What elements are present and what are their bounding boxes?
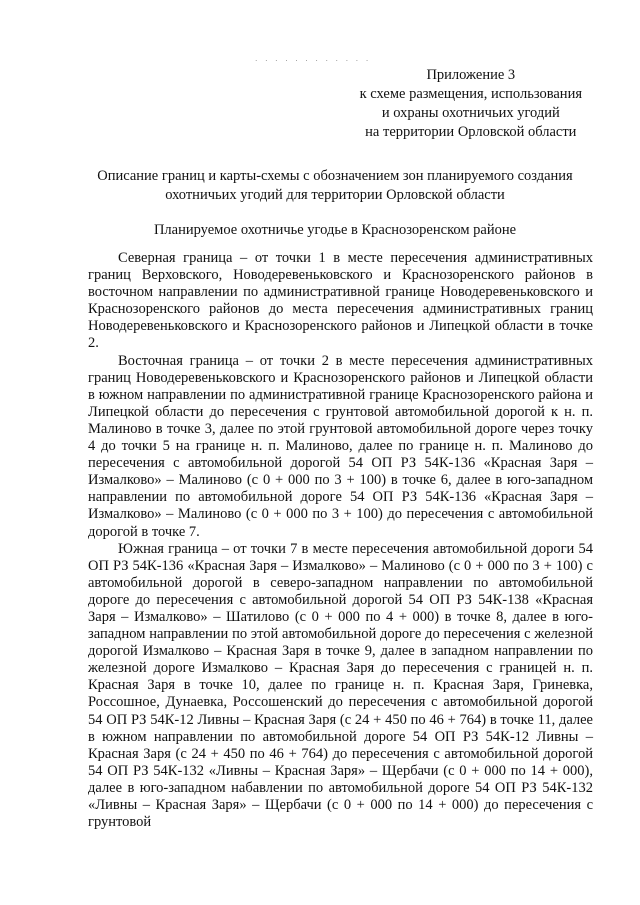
- section-subtitle: Планируемое охотничье угодье в Краснозоренском районе: [153, 222, 517, 238]
- paragraph-north-border: Северная граница – от точки 1 в месте пересечения административных границ Верховского, Новодеревеньковского и Краснозоренского районов в восточном направлении по административной границе Новодеревеньковского и Краснозоренского районов до места пересечения административных границ Новодеревеньковского и Краснозоренского районов и Липецкой области в точке 2.: [88, 250, 593, 352]
- paragraph-south-border: Южная граница – от точки 7 в месте пересечения автомобильной дороги 54 ОП РЗ 54К-136 «Красная Заря – Измалково» – Малиново (с 0 + 000 по 3 + 100) с автомобильной дорогой в северо-западном направлении по автомобильной дороге до пересечения с автомобильной дорогой 54 ОП РЗ 54К-138 «Красная Заря – Измалково» – Шатилово (с 0 + 000 по 4 + 000) в точке 8, далее в юго-западном направлении по этой автомобильной дороге до пересечения с железной дорогой Измалково – Красная Заря в точке 9, далее в западном направлении по железной дороге Измалково – Красная Заря до пересечения с границей н. п. Красная Заря в точке 10, далее по границе н. п. Красная Заря, Гриневка, Россошное, Дунаевка, Россошенский до пересечения с автомобильной дорогой 54 ОП РЗ 54К-12 Ливны – Красная Заря (с 24 + 450 по 46 + 764) в точке 11, далее в южном направлении по автомобильной дороге 54 ОП РЗ 54К-12 Ливны – Красная Заря (с 24 + 450 по 46 + 764) до пересечения с автомобильной дорогой 54 ОП РЗ 54К-132 «Ливны – Красная Заря» – Щербачи (с 0 + 000 по 14 + 000), далее в юго-западном набавлении по автомобильной дороге 54 ОП РЗ 54К-132 «Ливны – Красная Заря» – Щербачи (с 0 + 000 по 14 + 000) до пересечения с грунтовой: [88, 540, 593, 831]
- appendix-line-3: и охраны охотничьих угодий: [381, 105, 560, 121]
- appendix-line-1: Приложение 3: [426, 67, 516, 83]
- appendix-line-2: к схеме размещения, использования: [359, 86, 582, 102]
- paragraph-east-border: Восточная граница – от точки 2 в месте пересечения административных границ Новодеревеньковского и Краснозоренского районов и Липецкой области в южном направлении по административной границе Краснозоренского района и Липецкой области до пересечения с грунтовой автомобильной дорогой к н. п. Малиново в точке 3, далее по этой грунтовой автомобильной дороге через точку 4 до точки 5 на границе н. п. Малиново, далее по границе н. п. Малиново до пересечения с автомобильной дорогой 54 ОП РЗ 54К-136 «Красная Заря – Измалково» – Малиново (с 0 + 000 по 3 + 100) в точке 6, далее в юго-западном направлении по автомобильной дороге 54 ОП РЗ 54К-136 «Красная Заря – Измалково» – Малиново (с 0 + 000 по 3 + 100) до пересечения с автомобильной дорогой в точке 7.: [88, 352, 593, 540]
- appendix-line-4: на территории Орловской области: [365, 124, 577, 140]
- scan-header-mark: · · · · · · · · · · · ·: [255, 57, 372, 65]
- appendix-header: [360, 66, 582, 142]
- document-title: Описание границ и карты-схемы с обозначением зон планируемого создания охотничьих угодий для территории Орловской области: [97, 168, 573, 203]
- document-body: [88, 250, 593, 831]
